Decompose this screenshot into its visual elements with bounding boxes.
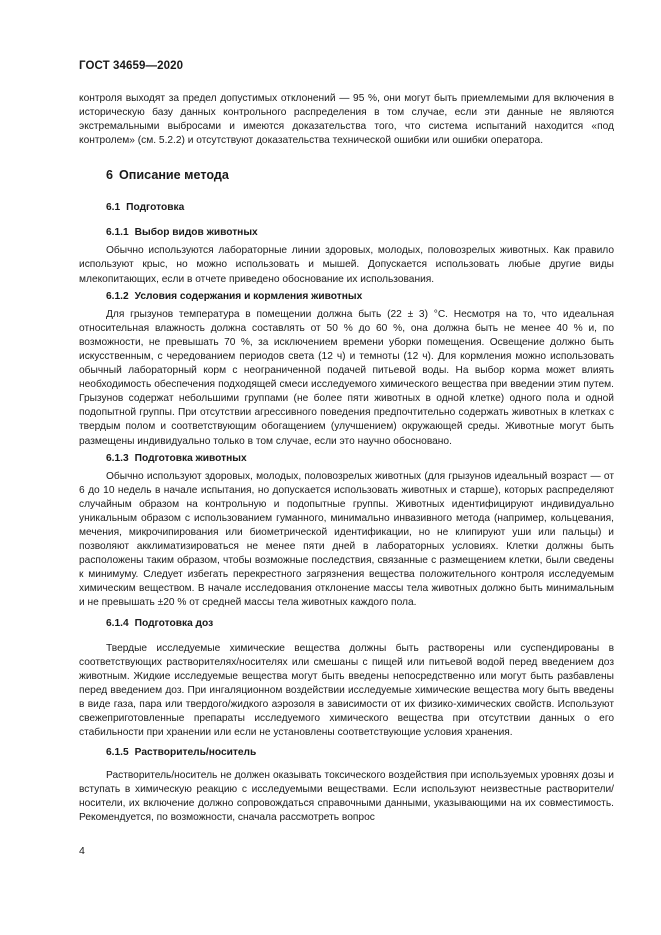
section-title: Описание метода [119, 168, 229, 183]
section-6-1-4-heading [106, 617, 614, 631]
section-number: 6.1.3 [106, 452, 129, 464]
intro-paragraph: контроля выходят за предел допустимых отклонений — 95 %, они могут быть приемлемыми для включения в историческую базу данных контрольного распределения в том случае, если эти данные не являются экстремальными выбросами и имеются доказательства того, что система испытаний находится «под контролем» (см. 5.2.2) и отсутствуют доказательства технической ошибки или ошибки оператора. [79, 93, 614, 147]
section-6-heading [106, 168, 614, 183]
section-number: 6.1.1 [106, 227, 129, 239]
section-number: 6 [106, 168, 114, 183]
section-title: Выбор видов животных [134, 227, 258, 239]
page-number: 4 [79, 845, 85, 857]
section-6-1-4-text: Твердые исследуемые химические вещества должны быть растворены или суспендированы в соответствующих растворителях/носителях или смешаны с пищей или питьевой водой перед введением доз животным. Жидкие исследуемые вещества могут быть введены непосредственно или могут быть разбавлены перед введением доз. При ингаляционном воздействии исследуемые химические вещества могу быть введены в виде газа, пара или твердого/жидкого аэрозоля в зависимости от их физико-химических свойств. Используют свежеприготовленные препараты исследуемого химического вещества при отсутствии данных о его стабильности при хранении или если не установлены соответствующие условия хранения. [79, 642, 614, 739]
section-number: 6.1 [106, 202, 121, 214]
section-title: Растворитель/носитель [134, 747, 257, 759]
section-title: Подготовка [126, 202, 185, 214]
section-6-1-3-text: Обычно используют здоровых, молодых, половозрелых животных (для грызунов идеальный возраст — от 6 до 10 недель в начале испытания, но допускается использовать животных и старше), которых распределяют случайным образом на контрольную и подопытные группы. Животных идентифицируют индивидуально уникальным образом с использованием гуманного, минимально инвазивного метода (например, кольцевания, мечения, микрочипирования или биометрической идентификации, но не клипируют уши или пальцы) и позволяют акклиматизироваться не менее пяти дней в лабораторных условиях. Клетки должны быть расположены таким образом, чтобы возможные последствия, связанные с размещением клетки, были сведены к минимуму. Следует избегать перекрестного загрязнения вещества положительного контроля исследуемым химическим веществом. В начале исследования отклонение массы тела животных должно быть минимальным и не превышать ±20 % от средней массы тела животных каждого пола. [79, 470, 614, 609]
section-6-1-2-text: Для грызунов температура в помещении должна быть (22 ± 3) °С. Несмотря на то, что идеальная относительная влажность должна составлять от 50 % до 60 %, она должна быть не менее 40 % и, по возможности, не превышать 70 %, за исключением времени уборки помещения. Освещение должно быть искусственным, с чередованием периодов света (12 ч) и темноты (12 ч). Для кормления можно использовать обычный лабораторный корм с неограниченной подачей питьевой воды. На выбор корма может влиять необходимость обеспечения подходящей смеси исследуемого химического вещества при введении этим путем. Грызунов содержат небольшими группами (не более пяти животных в одной клетке) одного пола и одной подопытной группы. При отсутствии агрессивного поведения предпочтительно содержать животных в клетках с твердым полом и соответствующим обогащением (улучшением) окружающей среды. Животные могут быть размещены индивидуально только в том случае, если это научно обосновано. [79, 308, 614, 447]
section-title: Подготовка животных [134, 452, 247, 464]
section-title: Подготовка доз [134, 617, 214, 629]
section-6-1-3-heading [106, 452, 614, 466]
section-6-1-5-text: Растворитель/носитель не должен оказывать токсического воздействия при используемых уровнях дозы и вступать в химическую реакцию с исследуемыми веществами. Если используют неизвестные растворители/носители, их включение должно сопровождаться справочными данными, указывающими на их совместимость. Рекомендуется, по возможности, сначала рассмотреть вопрос [79, 770, 614, 824]
section-6-1-1-heading [106, 226, 614, 240]
document-header: ГОСТ 34659—2020 [79, 60, 184, 72]
section-number: 6.1.2 [106, 290, 129, 302]
section-6-1-1-text: Обычно используются лабораторные линии здоровых, молодых, половозрелых животных. Как правило используют крыс, но можно использовать и мышей. Допускается использовать любые другие виды млекопитающих, если в отчете приведено обоснование их использования. [79, 245, 614, 285]
section-6-1-2-heading [106, 290, 614, 304]
section-number: 6.1.5 [106, 747, 129, 759]
document-body [79, 92, 614, 826]
section-number: 6.1.4 [106, 617, 129, 629]
section-6-1-5-heading [106, 746, 614, 760]
section-title: Условия содержания и кормления животных [134, 290, 363, 302]
section-6-1-heading [106, 201, 614, 215]
